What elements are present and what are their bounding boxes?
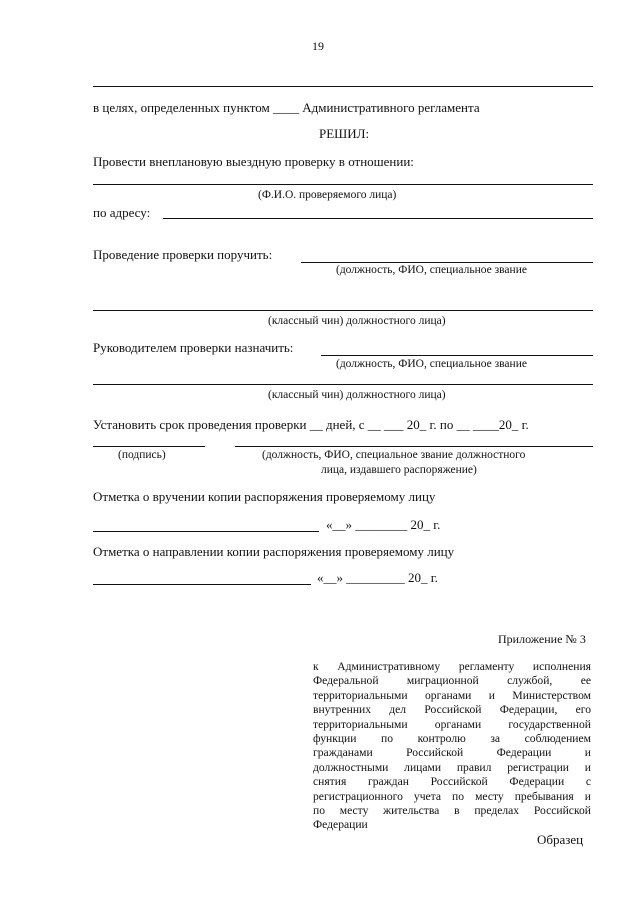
- sending-label: Отметка о направлении копии распоряжения проверяемому лицу: [93, 544, 455, 559]
- delivery-date: «__» ________ 20_ г.: [326, 517, 441, 532]
- assign-blank-line: [301, 262, 593, 263]
- signature-caption: (подпись): [118, 449, 166, 461]
- page-number: 19: [312, 39, 324, 53]
- sending-date: «__» _________ 20_ г.: [317, 570, 438, 585]
- fio-blank-line: [93, 184, 593, 185]
- assign-label: Проведение проверки поручить:: [93, 247, 273, 262]
- delivery-blank-line: [93, 531, 319, 532]
- sending-blank-line: [93, 584, 311, 585]
- issuer-caption-2: лица, издавшего распоряжение): [321, 464, 477, 476]
- appendix-line: должностными лицами правил регистрации и: [313, 760, 591, 774]
- appendix-text: [313, 660, 591, 833]
- head-blank-line-2: [93, 384, 593, 385]
- delivery-label: Отметка о вручении копии распоряжения проверяемому лицу: [93, 489, 436, 504]
- issuer-blank-line: [235, 446, 593, 447]
- assign-caption-2: (классный чин) должностного лица): [268, 315, 446, 327]
- fio-caption: (Ф.И.О. проверяемого лица): [258, 189, 397, 201]
- term-line: Установить срок проведения проверки __ дней, с __ ___ 20_ г. по __ ____20_ г.: [93, 417, 529, 432]
- head-caption-1: (должность, ФИО, специальное звание: [336, 358, 527, 370]
- appendix-line: регистрационного учета по месту пребывания и: [313, 789, 591, 803]
- appendix-line: функции по контролю за соблюдением: [313, 731, 591, 745]
- appendix-line: снятия граждан Российской Федерации с: [313, 775, 591, 789]
- address-label: по адресу:: [93, 205, 151, 220]
- top-blank-line: [93, 86, 593, 87]
- appendix-title: Приложение № 3: [498, 632, 586, 646]
- assign-caption-1: (должность, ФИО, специальное звание: [336, 264, 527, 276]
- appendix-line: Федерации: [313, 818, 368, 832]
- address-blank-line: [163, 218, 593, 219]
- signature-blank-line: [93, 446, 205, 447]
- head-blank-line: [321, 355, 593, 356]
- issuer-caption-1: (должность, ФИО, специальное звание должностного: [262, 449, 526, 461]
- appendix-line: к Административному регламенту исполнения: [313, 660, 591, 673]
- appendix-line: внутренних дел Российской Федерации, его: [313, 703, 591, 717]
- appendix-line: территориальными органами государственной: [313, 717, 591, 731]
- appendix-line: территориальными органами и Министерством: [313, 688, 591, 702]
- decision-heading: РЕШИЛ:: [319, 126, 370, 141]
- appendix-line: гражданами Российской Федерации и: [313, 746, 591, 760]
- sample-label: Образец: [537, 832, 584, 847]
- head-caption-2: (классный чин) должностного лица): [268, 389, 446, 401]
- appendix-line: по месту жительства в пределах Российской: [313, 803, 591, 817]
- inspect-line: Провести внеплановую выездную проверку в отношении:: [93, 154, 414, 169]
- head-label: Руководителем проверки назначить:: [93, 340, 294, 355]
- appendix-line: Федеральной миграционной службой, ее: [313, 674, 591, 688]
- assign-blank-line-2: [93, 310, 593, 311]
- purpose-line: в целях, определенных пунктом ____ Административного регламента: [93, 100, 480, 115]
